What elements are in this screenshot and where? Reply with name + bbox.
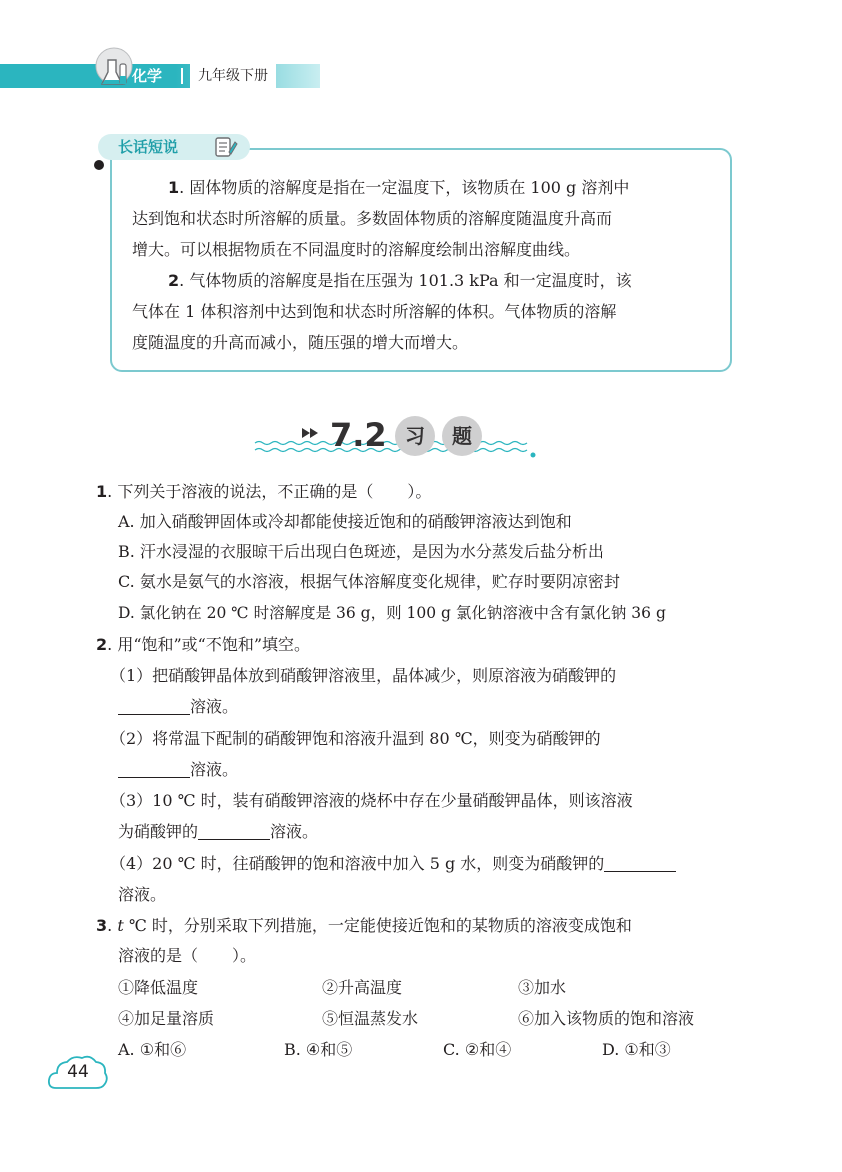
summary-title: 长话短说	[118, 138, 179, 156]
q2-sub-3-line1: （3）10 ℃ 时，装有硝酸钾溶液的烧杯中存在少量硝酸钾晶体，则该溶液	[110, 791, 633, 810]
q3-choice-d: D. ①和③	[602, 1040, 671, 1059]
q2-sub-1-line2: 溶液。	[118, 692, 238, 722]
summary-paragraph-2: 2. 气体物质的溶解度是指在压强为 101.3 kPa 和一定温度时，该 气体在 1 体积溶剂中达到饱和状态时所溶解的体积。气体物质的溶解 度随温度的升高而减小，随压强的增大而增大。	[132, 271, 632, 352]
q1-option-b: B. 汗水浸湿的衣服晾干后出现白色斑迹，是因为水分蒸发后盐分析出	[118, 542, 604, 561]
q2-sub-3-line2: 为硝酸钾的 溶液。	[118, 822, 319, 841]
q1-option-d: D. 氯化钠在 20 ℃ 时溶解度是 36 g，则 100 g 氯化钠溶液中含有氯化钠 36 g	[118, 604, 666, 622]
q3-measure-3: ③加水	[518, 978, 567, 997]
header-separator	[181, 68, 183, 84]
q2-sub-4-line2: 溶液。	[118, 885, 167, 904]
q3-measure-2: ②升高温度	[322, 978, 403, 997]
q3-choice-b: B. ④和⑤	[284, 1040, 353, 1059]
q2-sub-4-line1: （4）20 ℃ 时，往硝酸钾的饱和溶液中加入 5 g 水，则变为硝酸钾的	[110, 849, 676, 879]
q3-stem-line1: 3. t ℃ 时，分别采取下列措施，一定能使接近饱和的某物质的溶液变成饱和	[96, 916, 632, 935]
q1-option-c: C. 氨水是氨气的水溶液，根据气体溶解度变化规律，贮存时要阴凉密封	[118, 572, 620, 591]
q2-sub-1-line1: （1）把硝酸钾晶体放到硝酸钾溶液里，晶体减少，则原溶液为硝酸钾的	[110, 666, 617, 685]
answer-blank[interactable]	[118, 759, 190, 778]
q2-stem: 2. 用“饱和”或“不饱和”填空。	[96, 635, 311, 654]
q3-measure-1: ①降低温度	[118, 978, 199, 997]
q3-measure-6: ⑥加入该物质的饱和溶液	[518, 1009, 695, 1028]
header-grade: 九年级下册	[190, 64, 276, 88]
q3-stem-line2: 溶液的是（ ）。	[118, 946, 257, 965]
q3-measure-4: ④加足量溶质	[118, 1009, 215, 1028]
answer-blank[interactable]	[118, 696, 190, 715]
q3-choice-a: A. ①和⑥	[118, 1040, 187, 1059]
section-char-1: 习	[395, 416, 435, 456]
answer-blank[interactable]	[198, 821, 270, 840]
q3-choice-c: C. ②和④	[443, 1040, 512, 1059]
notepad-icon	[214, 136, 238, 158]
q1-option-a: A. 加入硝酸钾固体或冷却都能使接近饱和的硝酸钾溶液达到饱和	[118, 512, 572, 531]
q1-stem: 1. 下列关于溶液的说法，不正确的是（ ）。	[96, 482, 432, 501]
section-number: 7.2	[330, 416, 387, 454]
header-subject: 化学	[132, 67, 163, 85]
tab-dot-decoration	[94, 160, 104, 170]
q2-sub-2-line2: 溶液。	[118, 755, 238, 785]
q3-measure-5: ⑤恒温蒸发水	[322, 1009, 419, 1028]
summary-paragraph-1: 1. 固体物质的溶解度是指在一定温度下，该物质在 100 g 溶剂中 达到饱和状态时所溶解的质量。多数固体物质的溶解度随温度升高而 增大。可以根据物质在不同温度时的溶解度绘制出溶解度曲线。	[132, 178, 630, 259]
section-char-2: 题	[442, 416, 482, 456]
page-number: 44	[67, 1062, 89, 1082]
answer-blank[interactable]	[604, 853, 676, 872]
q2-sub-2-line1: （2）将常温下配制的硝酸钾饱和溶液升温到 80 ℃，则变为硝酸钾的	[110, 729, 601, 748]
